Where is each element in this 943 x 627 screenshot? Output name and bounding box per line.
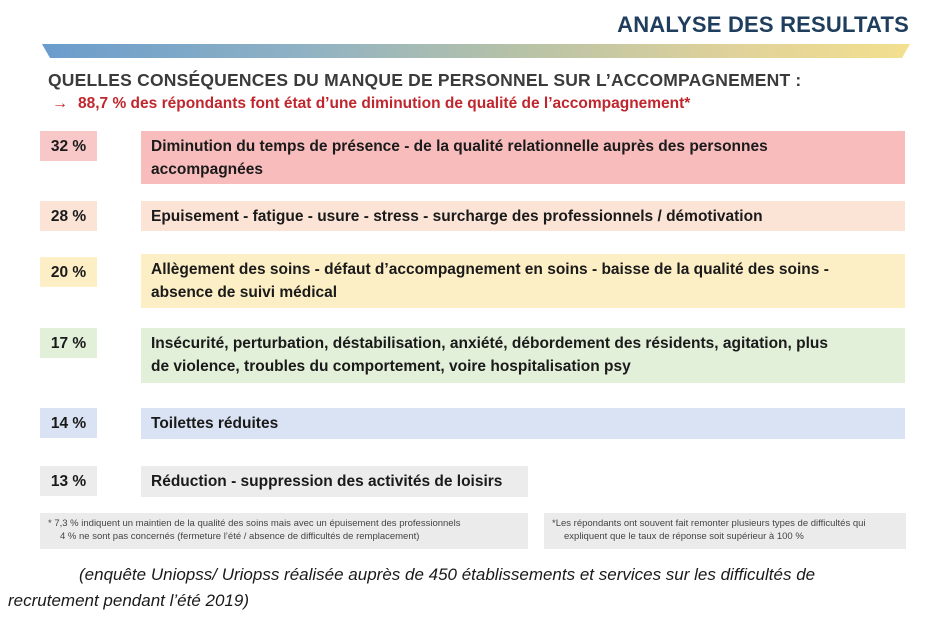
result-label-line: Epuisement - fatigue - usure - stress - surcharge des professionnels / démotivation bbox=[151, 208, 763, 225]
footnote-line: * 7,3 % indiquent un maintien de la qualité des soins mais avec un épuisement des professionnels bbox=[48, 518, 461, 529]
source-caption-line: recrutement pendant l’été 2019) bbox=[8, 591, 249, 610]
footnote-line: expliquent que le taux de réponse soit supérieur à 100 % bbox=[564, 531, 804, 542]
percent-badge: 13 % bbox=[40, 466, 97, 496]
result-label-line: Allègement des soins - défaut d’accompagnement en soins - baisse de la qualité des soins - bbox=[151, 261, 829, 278]
key-finding bbox=[52, 95, 690, 113]
question-heading: QUELLES CONSÉQUENCES DU MANQUE DE PERSONNEL SUR L’ACCOMPAGNEMENT : bbox=[48, 70, 802, 90]
percent-badge: 20 % bbox=[40, 257, 97, 287]
result-label bbox=[141, 408, 905, 439]
result-label bbox=[141, 201, 905, 231]
page-title: ANALYSE DES RESULTATS bbox=[617, 12, 909, 37]
arrow-right-icon: → bbox=[52, 95, 68, 112]
percent-badge: 14 % bbox=[40, 408, 97, 438]
result-label bbox=[141, 466, 528, 497]
percent-badge: 32 % bbox=[40, 131, 97, 161]
footnote-line: *Les répondants ont souvent fait remonter plusieurs types de difficultés qui bbox=[552, 518, 866, 529]
key-finding-text: 88,7 % des répondants font état d’une diminution de qualité de l’accompagnement* bbox=[78, 95, 691, 112]
footnote-line: 4 % ne sont pas concernés (fermeture l’été / absence de difficultés de remplacement) bbox=[60, 531, 420, 542]
result-label bbox=[141, 328, 905, 383]
result-label bbox=[141, 254, 905, 308]
source-caption-line: (enquête Uniopss/ Uriopss réalisée auprès de 450 établissements et services sur les difficultés de bbox=[79, 565, 816, 584]
percent-badge: 17 % bbox=[40, 328, 97, 358]
result-label bbox=[141, 131, 905, 184]
result-label-line: accompagnées bbox=[151, 161, 263, 178]
result-label-line: Réduction - suppression des activités de loisirs bbox=[151, 473, 503, 490]
header-gradient-bar bbox=[42, 44, 910, 58]
result-label-line: de violence, troubles du comportement, voire hospitalisation psy bbox=[151, 358, 631, 375]
result-label-line: Toilettes réduites bbox=[151, 415, 279, 432]
result-label-line: Diminution du temps de présence - de la qualité relationnelle auprès des personnes bbox=[151, 138, 768, 155]
result-label-line: Insécurité, perturbation, déstabilisation, anxiété, débordement des résidents, agitation, plus bbox=[151, 335, 828, 352]
source-caption bbox=[8, 562, 928, 614]
result-label-line: absence de suivi médical bbox=[151, 284, 338, 301]
footnote-right bbox=[544, 513, 906, 549]
footnote-left bbox=[40, 513, 528, 549]
percent-badge: 28 % bbox=[40, 201, 97, 231]
